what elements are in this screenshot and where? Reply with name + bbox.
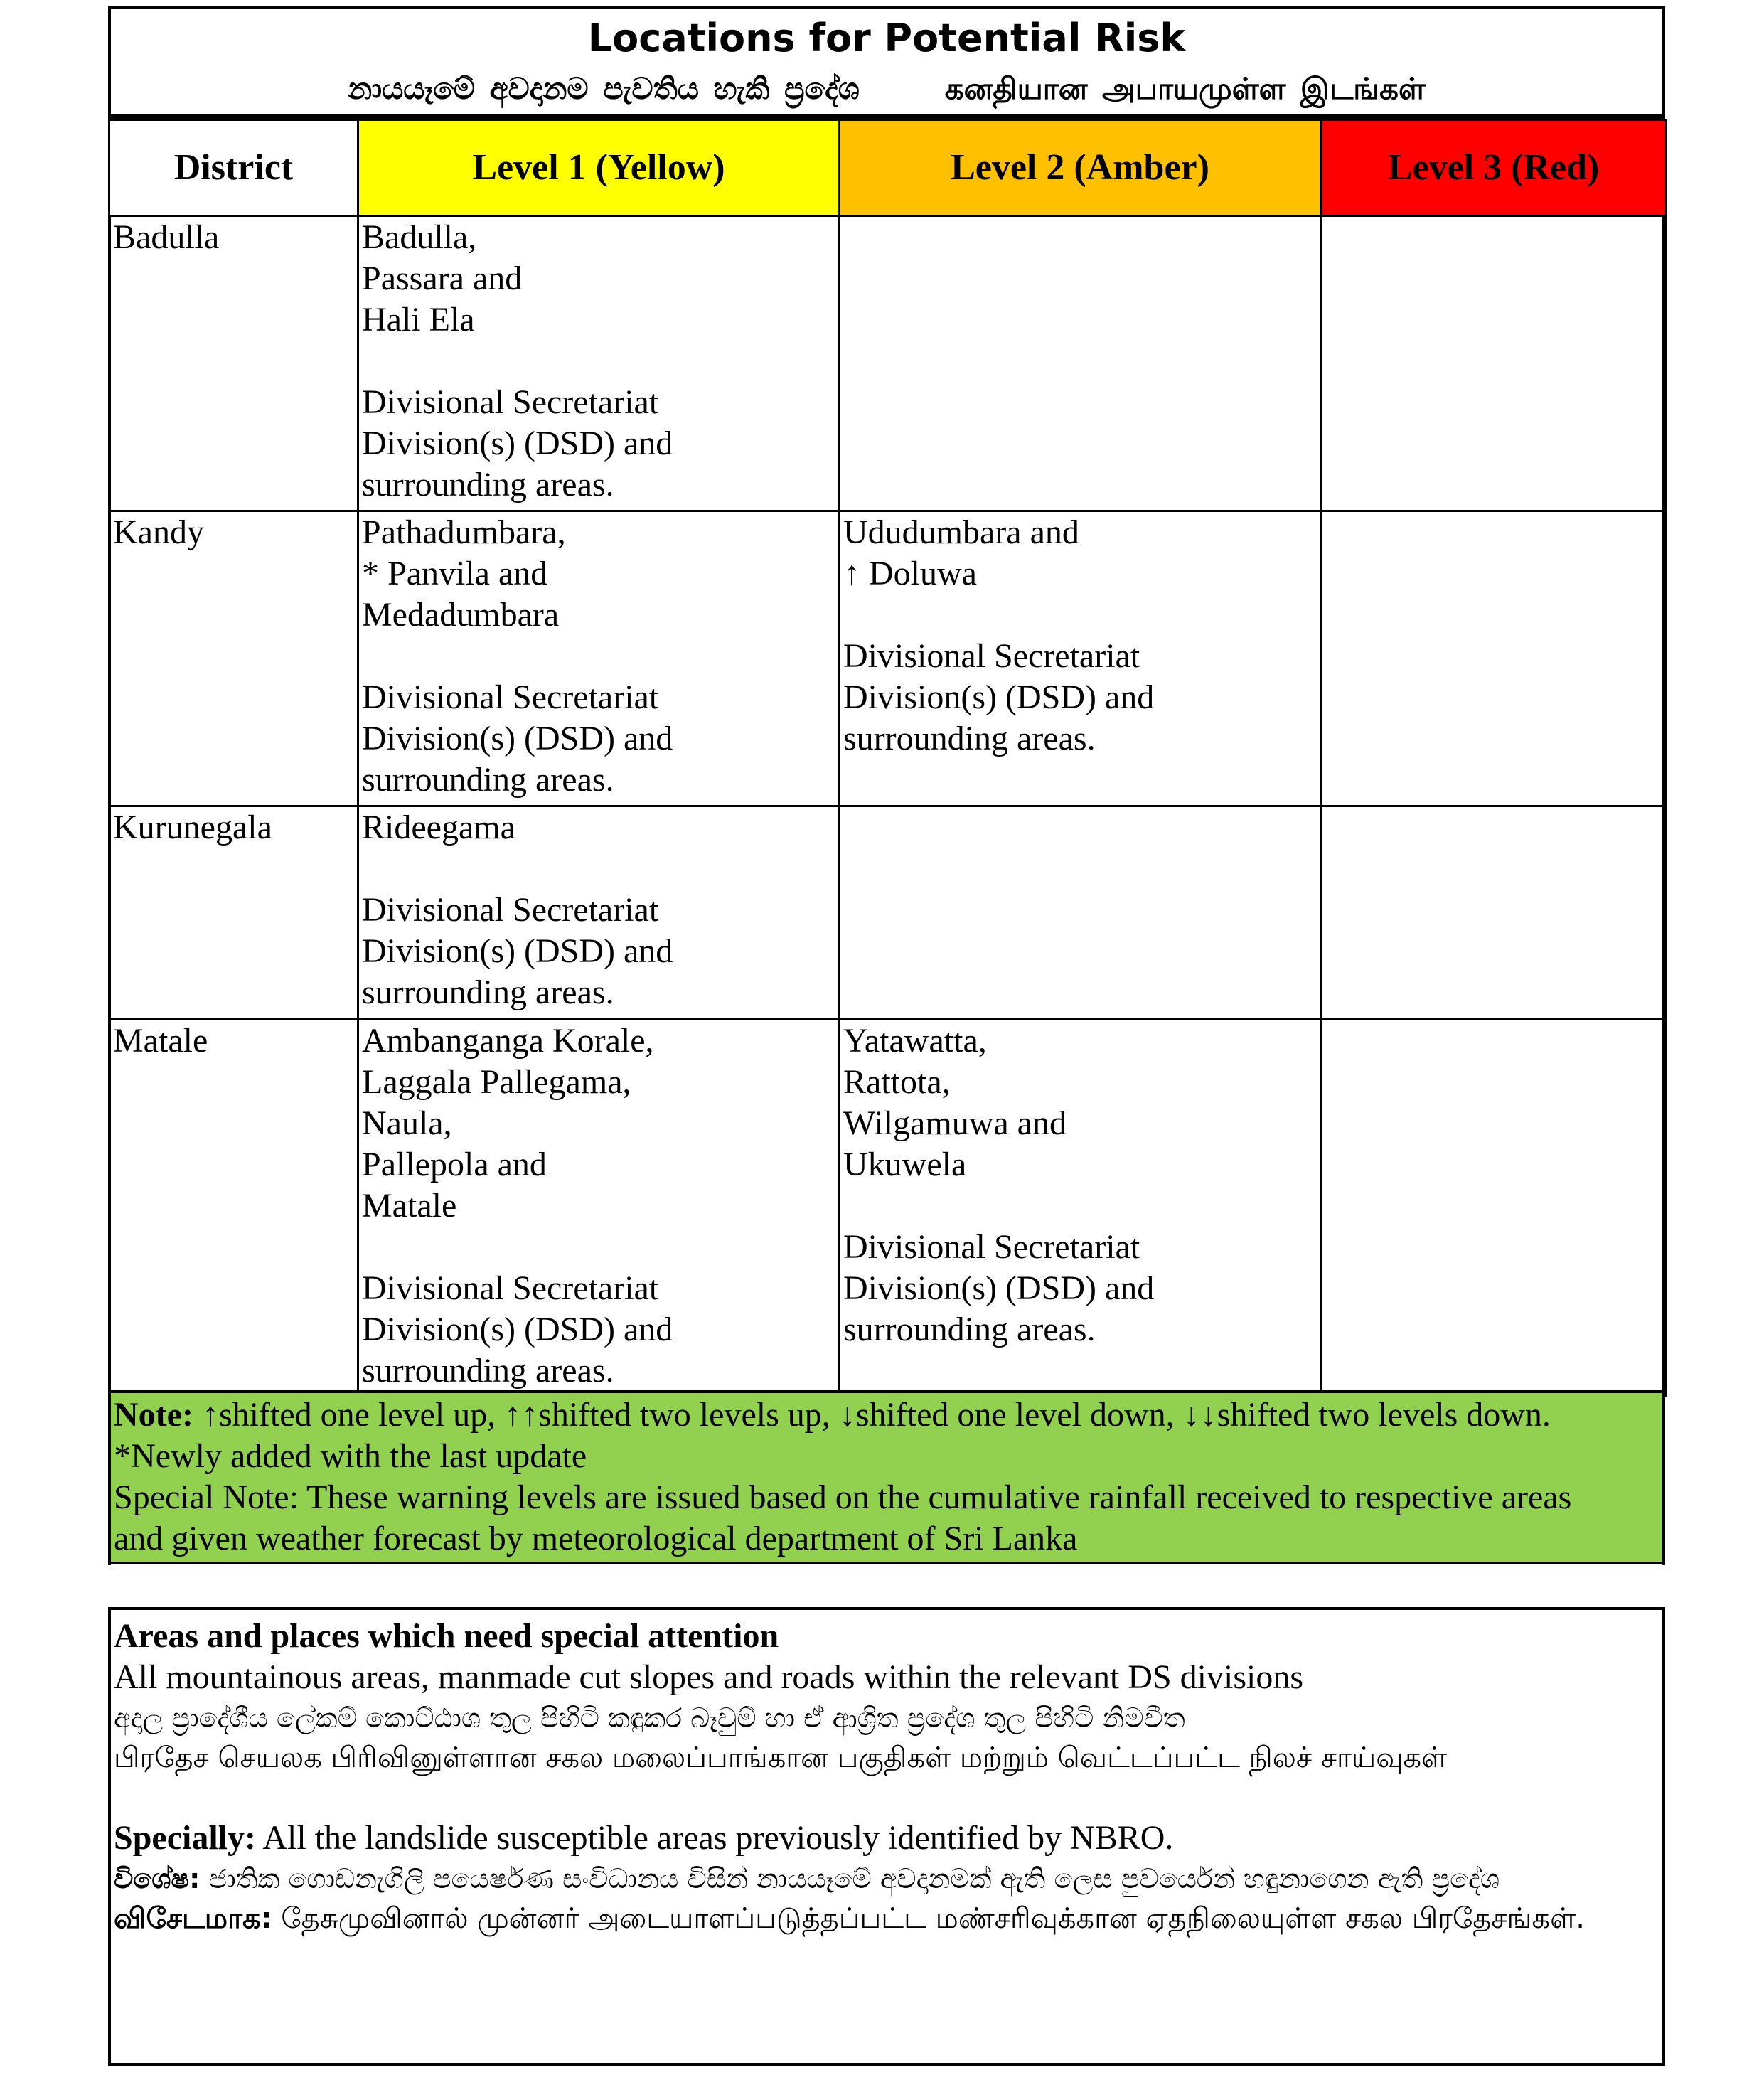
page-title: Locations for Potential Risk [587, 16, 1186, 60]
table-row [109, 216, 1667, 511]
level-2-cell: Ududumbara and ↑ Doluwa Divisional Secretariat Division(s) (DSD) and surrounding areas. [840, 511, 1321, 806]
specially-text: All the landslide susceptible areas previously identified by NBRO. [256, 1819, 1174, 1857]
district-cell: Badulla [109, 216, 358, 511]
table-row [109, 1020, 1667, 1396]
note-newly-added: *Newly added with the last update [114, 1437, 587, 1475]
specially-text-sinhala: ජාතික ගොඩනැගිලි පයෙර්ෂණ සංවිධානය විසින් නායයෑමේ අවදානමක් ඇති ලෙස පුවර්යෙන් හඳුනාගෙන ඇති ප්‍රදේශ [200, 1863, 1500, 1894]
level-1-cell: Ambanganga Korale, Laggala Pallegama, Naula, Pallepola and Matale Divisional Secretariat Division(s) (DSD) and surrounding areas. [358, 1020, 840, 1396]
column-header-level-1: Level 1 (Yellow) [358, 120, 840, 216]
specially-label: Specially: [114, 1819, 256, 1857]
note-legend [114, 1394, 1659, 1436]
column-header-district: District [109, 120, 358, 216]
district-cell: Matale [109, 1020, 358, 1396]
special-note-line-2: and given weather forecast by meteorological department of Sri Lanka [114, 1520, 1078, 1557]
special-note-line-1: Special Note: These warning levels are issued based on the cumulative rainfall received to respective areas [114, 1478, 1572, 1516]
column-header-level-3: Level 3 (Red) [1321, 120, 1667, 216]
note-legend-text: ↑shifted one level up, ↑↑shifted two levels up, ↓shifted one level down, ↓↓shifted two levels down. [193, 1396, 1551, 1434]
subtitle-tamil: கனதியான அபாயமுள்ள இடங்கள் [944, 71, 1426, 106]
specially-line-tamil [114, 1899, 1659, 1938]
level-3-cell [1321, 511, 1667, 806]
level-1-cell: Rideegama Divisional Secretariat Division(s) (DSD) and surrounding areas. [358, 806, 840, 1020]
level-2-cell [840, 216, 1321, 511]
table-row [109, 511, 1667, 806]
attention-line-tamil: பிரதேச செயலக பிரிவினுள்ளான சகல மலைப்பாங்கான பகுதிகள் மற்றும் வெட்டப்பட்ட நிலச் சாய்வுகள் [114, 1742, 1448, 1774]
column-header-level-2: Level 2 (Amber) [840, 120, 1321, 216]
specially-label-tamil: விசேடமாக: [114, 1902, 272, 1935]
note-box [108, 1390, 1665, 1564]
level-2-cell: Yatawatta, Rattota, Wilgamuwa and Ukuwela Divisional Secretariat Division(s) (DSD) and surrounding areas. [840, 1020, 1321, 1396]
risk-table [108, 119, 1667, 1397]
specially-text-tamil: தேசுமுவினால் முன்னர் அடையாளப்படுத்தப்பட்ட மண்சரிவுக்கான ஏதநிலையுள்ள சகல பிரதேசங்கள். [272, 1902, 1585, 1935]
specially-label-sinhala: විශේෂ: [114, 1863, 201, 1894]
level-1-cell: Badulla, Passara and Hali Ela Divisional Secretariat Division(s) (DSD) and surrounding areas. [358, 216, 840, 511]
attention-line-english: All mountainous areas, manmade cut slopes and roads within the relevant DS divisions [114, 1658, 1304, 1696]
page-subtitle [108, 71, 1665, 110]
spacer [114, 1778, 1659, 1818]
level-3-cell [1321, 216, 1667, 511]
note-label: Note: [114, 1396, 193, 1434]
table-header-row [109, 120, 1667, 216]
specially-line-english [114, 1818, 1659, 1859]
level-1-cell: Pathadumbara, * Panvila and Medadumbara Divisional Secretariat Division(s) (DSD) and surrounding areas. [358, 511, 840, 806]
district-cell: Kandy [109, 511, 358, 806]
district-cell: Kurunegala [109, 806, 358, 1020]
attention-heading: Areas and places which need special attention [114, 1617, 779, 1655]
special-attention-box [108, 1607, 1665, 2066]
table-row [109, 806, 1667, 1020]
attention-line-sinhala: අදාල ප්‍රාදේශීය ලේකම් කොට්ඨාශ තුල පිහිටි කඳුකර බෑවුම් හා ඒ ආශ්‍රිත ප්‍රදේශ තුල පිහිටි නිමවීත [114, 1702, 1185, 1734]
specially-line-sinhala [114, 1859, 1659, 1899]
level-3-cell [1321, 806, 1667, 1020]
subtitle-sinhala: නායයෑමේ අවදානම පැවතිය හැකි ප්‍රදේශ [348, 71, 860, 106]
level-2-cell [840, 806, 1321, 1020]
level-3-cell [1321, 1020, 1667, 1396]
